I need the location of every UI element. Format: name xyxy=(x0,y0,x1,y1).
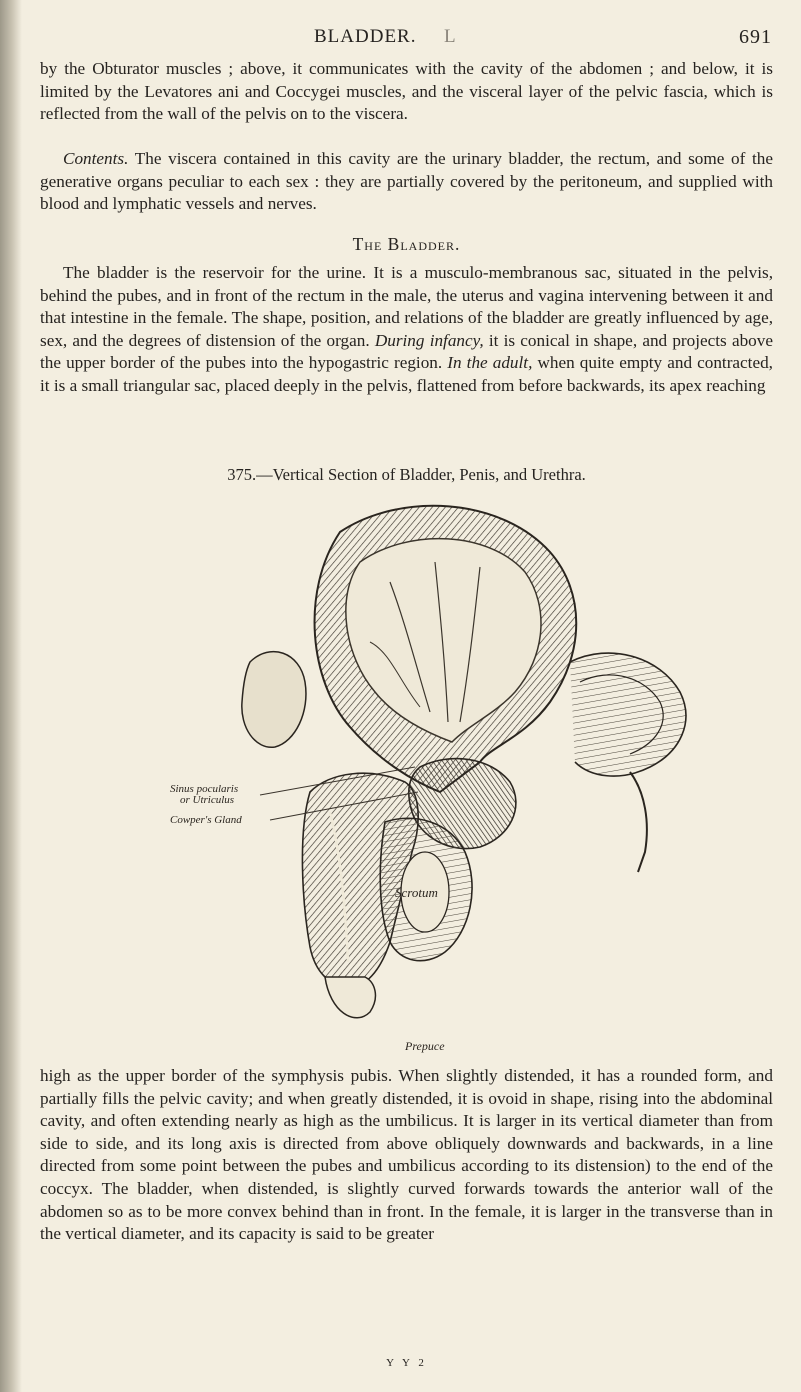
contents-body: The viscera contained in this cavity are the urinary bladder, the rectum, and some of the generative organs peculiar to each sex : they are partially covered by the peritoneum, and supplied with blood and lymphatic vessels and nerves. xyxy=(40,149,773,214)
section-heading: The Bladder. xyxy=(352,234,461,254)
paragraph-bladder-distension: high as the upper border of the symphysis pubis. When slightly distended, it has a rounded form, and partially fills the pelvic cavity; and when greatly distended, it is ovoid in shape, rising into the abdominal cavity, and often extending nearly as high as the umbilicus. It is larger in its vertical diameter than from side to side, and its long axis is directed from above obliquely downwards and backwards, in a line directed from some point between the pubes and umbilicus according to its distension) to the end of the coccyx. The bladder, when distended, is slightly curved forwards towards the anterior wall of the abdomen so as to be more convex behind than in front. In the female, it is larger in the transverse than in the vertical diameter, and its capacity is said to be greater xyxy=(40,1066,773,1244)
bladder-intro-b: it is conical in shape, and projects above the upper border of the pubes into the hypogastric region. xyxy=(40,330,773,373)
paragraph-bladder-intro xyxy=(40,262,773,398)
bladder-infancy-lead: During infancy, xyxy=(374,330,484,350)
label-sinus-pocularis: Sinus pocularis xyxy=(170,783,239,795)
label-scrotum: Scrotum xyxy=(395,885,438,900)
contents-lead: Contents. xyxy=(63,149,129,168)
page-number: 691 xyxy=(739,26,772,48)
paragraph-contents xyxy=(40,148,773,216)
paragraph-obturator: by the Obturator muscles ; above, it communicates with the cavity of the abdomen ; and below, it is limited by the Levatores ani and Coccygei muscles, and the visceral layer of the pelvic fascia, which is reflected from the wall of the pelvis on to the viscera. xyxy=(40,59,773,124)
page-binding-shadow xyxy=(0,0,22,1392)
coccyx xyxy=(630,772,647,872)
bladder-adult-lead: In the adult, xyxy=(447,353,533,373)
bladder-intro-a: The bladder is the reservoir for the urine. It is a musculo-membranous sac, situated in the pelvis, behind the pubes, and in front of the rectum in the male, the uterus and vagina intervening between it and that intestine in the female. The shape, position, and relations of the bladder are greatly influenced by age, sex, and the degrees of distension of the organ. xyxy=(40,263,773,350)
rectum xyxy=(570,653,686,776)
signature-mark: Y Y 2 xyxy=(386,1357,427,1369)
label-utriculus: or Utriculus xyxy=(180,794,235,806)
bladder-intro-c: when quite empty and contracted, it is a small triangular sac, placed deeply in the pelvis, flattened from before backwards, its apex reaching xyxy=(40,353,773,395)
glans xyxy=(325,977,375,1018)
pubic-bone xyxy=(242,652,306,748)
label-prepuce: Prepuce xyxy=(405,1039,445,1053)
running-title: BLADDER. xyxy=(314,26,417,47)
label-cowpers-gland: Cowper's Gland xyxy=(170,814,242,826)
stray-mark: L xyxy=(444,26,457,47)
figure-caption: 375.—Vertical Section of Bladder, Penis, and Urethra. xyxy=(227,465,586,484)
running-header xyxy=(40,20,780,50)
anatomical-illustration xyxy=(170,492,720,1053)
